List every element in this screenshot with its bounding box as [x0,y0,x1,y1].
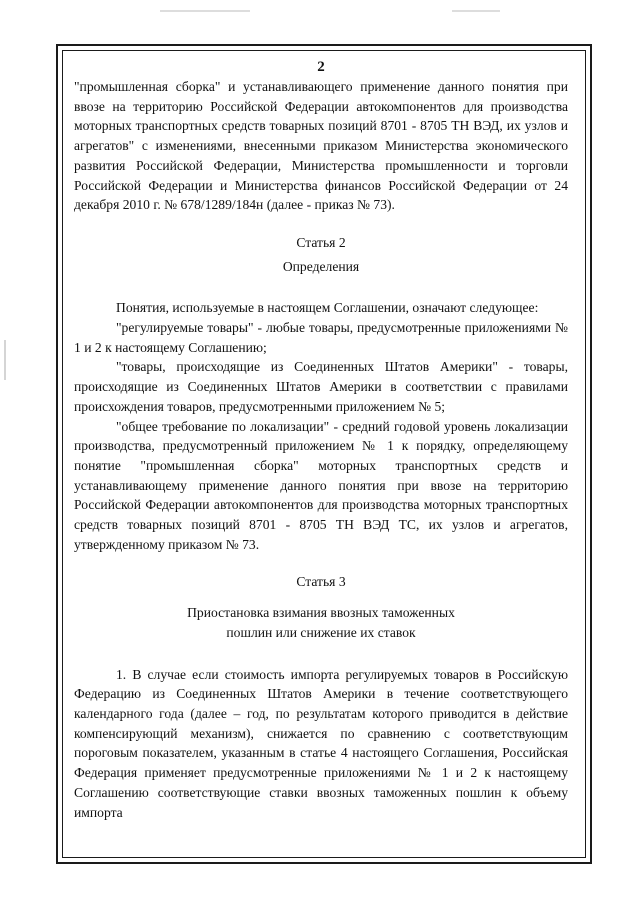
document-body [74,58,568,822]
article-3-title-line-1: Приостановка взимания ввозных таможенных [187,605,455,621]
article-3-title-line-2: пошлин или снижение их ставок [226,624,416,640]
scan-smudge [160,10,250,12]
article-2-paragraph: "товары, происходящие из Соединенных Штатов Америки" - товары, происходящие из Соединенных Штатов Америки в соответствии с правилами происхождения товаров, предусмотренными приложением № 5; [74,359,568,414]
scan-header-artifacts [0,6,640,20]
scan-smudge [452,10,500,12]
article-2-paragraph: "общее требование по локализации" - средний годовой уровень локализации производства, предусмотренный приложением № 1 к порядку, определяющему понятие "промышленная сборка" моторных транспортных средств и устанавливающему применение данного понятия при ввозе на территорию Российской Федерации автокомпонентов для производства моторных транспортных средств товарных позиций 8701 - 8705 ТН ВЭД ТС, их узлов и агрегатов, утвержденному приказом № 73. [74,418,568,552]
article-2-title: Определения [282,258,360,274]
scan-edge-mark [4,340,6,380]
article-3-number: Статья 3 [296,574,346,590]
page-number: 2 [317,59,325,75]
article-3-paragraph: 1. В случае если стоимость импорта регулируемых товаров в Российскую Федерацию из Соединенных Штатов Америки в течение соответствующего календарного года (далее – год, по результатам которого приводится в действие компенсирующий механизм), снижается по сравнению с соответствующим пороговым показателем, указанным в статье 4 настоящего Соглашения, Российская Федерация применяет предусмотренные приложениями № 1 и 2 к настоящему Соглашению соответствующие ставки ввозных таможенных пошлин к объему импорта [74,666,568,820]
intro-paragraph: "промышленная сборка" и устанавливающего применение данного понятия при ввозе на территорию Российской Федерации автокомпонентов для производства моторных транспортных средств товарных позиций 8701 - 8705 ТН ВЭД, их узлов и агрегатов" с изменениями, внесенными приказом Министерства экономического развития Российской Федерации, Министерства промышленности и торговли Российской Федерации и Министерства финансов Российской Федерации от 24 декабря 2010 г. № 678/1289/184н (далее - приказ № 73). [74,79,568,213]
article-2-paragraph: "регулируемые товары" - любые товары, предусмотренные приложениями № 1 и 2 к настоящему Соглашению; [74,320,568,355]
article-2-number: Статья 2 [296,234,346,250]
article-2-paragraph: Понятия, используемые в настоящем Соглашении, означают следующее: [116,300,539,316]
